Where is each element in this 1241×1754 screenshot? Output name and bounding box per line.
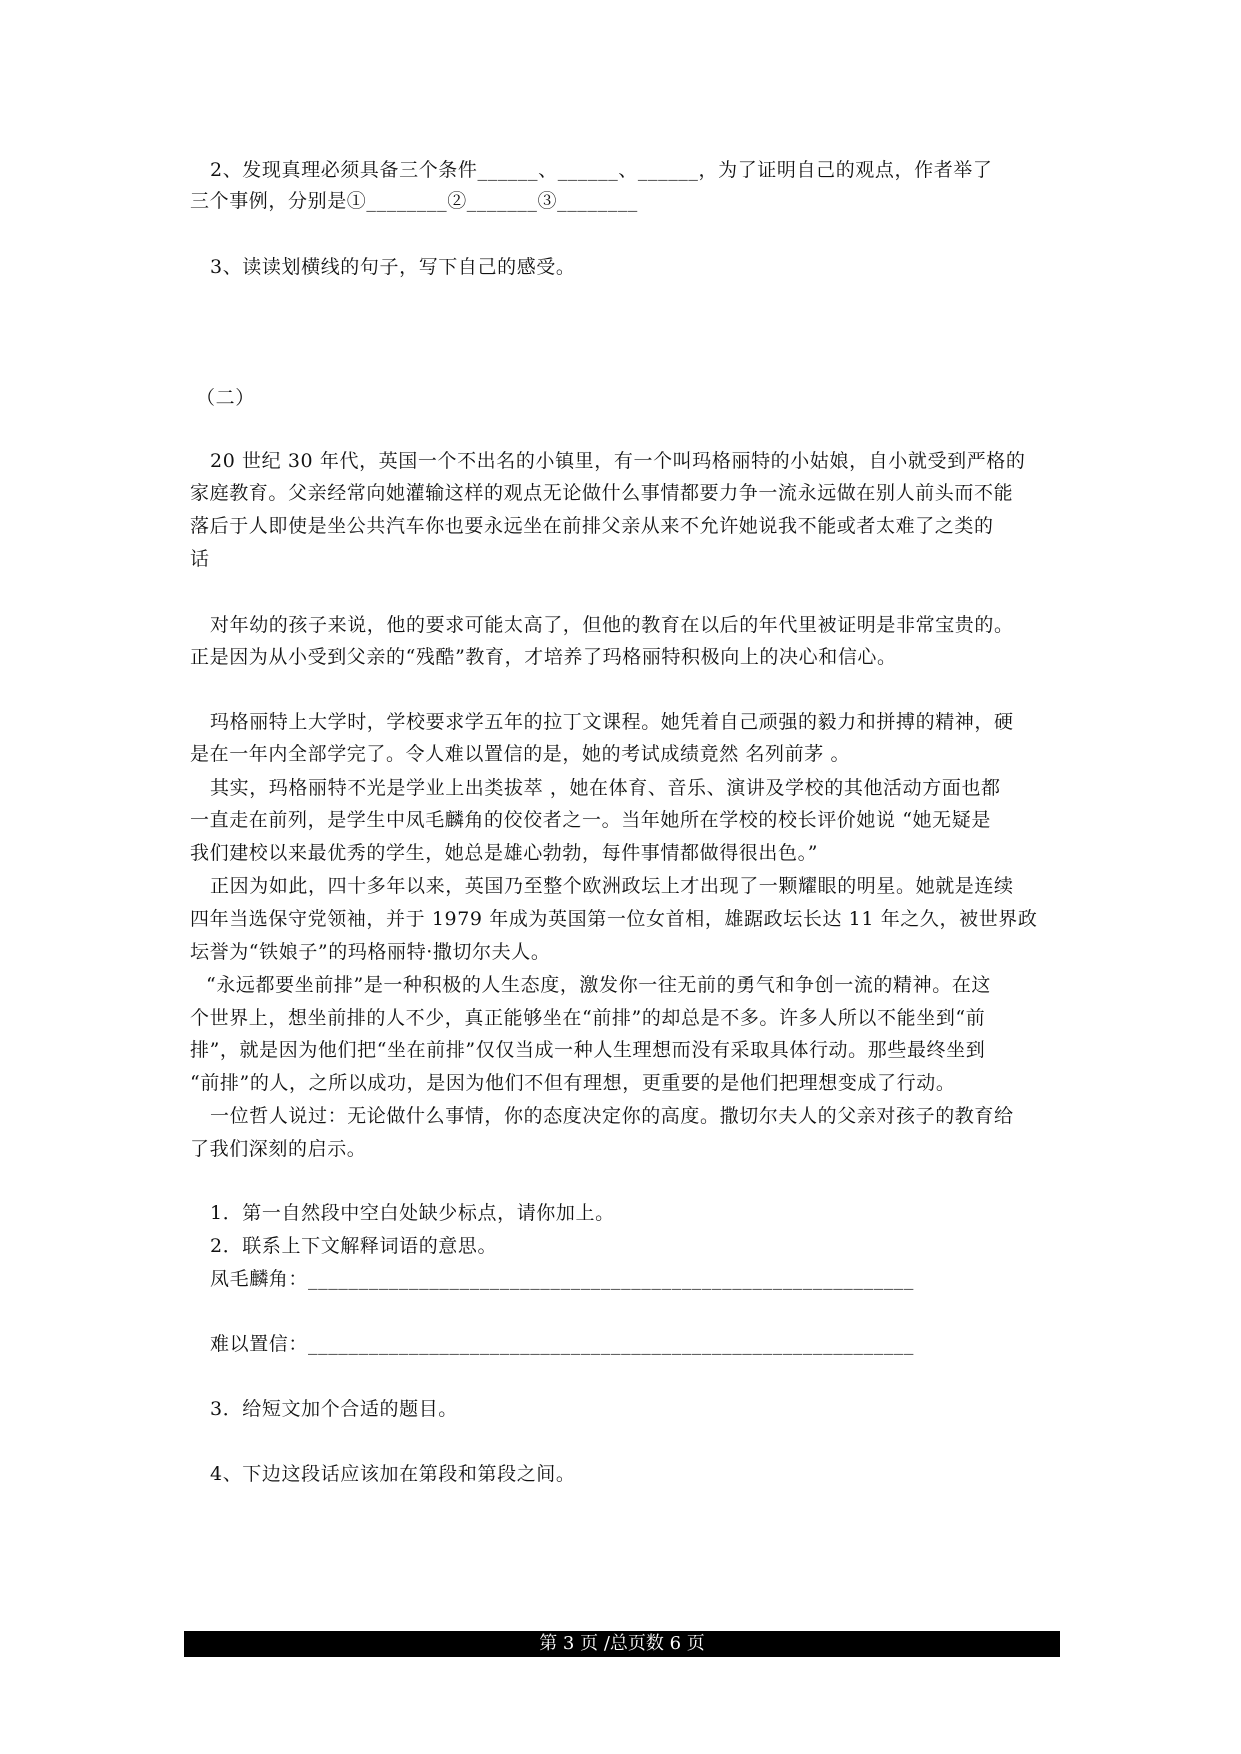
question-4: 4、下边这段话应该加在第段和第段之间。 bbox=[210, 1463, 576, 1485]
paragraph-7-line: 一位哲人说过：无论做什么事情，你的态度决定你的高度。撒切尔夫人的父亲对孩子的教育给 bbox=[210, 1105, 1014, 1127]
paragraph-7-line: 了我们深刻的启示。 bbox=[190, 1138, 367, 1160]
paragraph-5-line: 坛誉为“铁娘子”的玛格丽特·撒切尔夫人。 bbox=[190, 941, 551, 963]
paragraph-4-line: 我们建校以来最优秀的学生，她总是雄心勃勃，每件事情都做得很出色。” bbox=[190, 842, 819, 864]
paragraph-1-line: 家庭教育。父亲经常向她灌输这样的观点无论做什么事情都要力争一流永远做在别人前头而不能 bbox=[190, 482, 1014, 504]
paragraph-4-line: 一直走在前列，是学生中凤毛麟角的佼佼者之一。当年她所在学校的校长评价她说 “她无疑是 bbox=[190, 809, 991, 831]
paragraph-1-line: 20 世纪 30 年代，英国一个不出名的小镇里，有一个叫玛格丽特的小姑娘，自小就受到严格的 bbox=[210, 450, 1026, 472]
paragraph-6-line: 排”，就是因为他们把“坐在前排”仅仅当成一种人生理想而没有采取具体行动。那些最终坐到 bbox=[190, 1039, 986, 1061]
question-2-line-2: 三个事例，分别是①________②_______③________ bbox=[190, 190, 638, 212]
question-2: 2．联系上下文解释词语的意思。 bbox=[210, 1235, 498, 1257]
paragraph-1-line: 话 bbox=[190, 548, 210, 570]
paragraph-4-line: 其实，玛格丽特不光是学业上出类拔萃 ，她在体育、音乐、演讲及学校的其他活动方面也都 bbox=[210, 777, 1001, 799]
page-footer: 第 3 页 /总页数 6 页 bbox=[184, 1631, 1060, 1657]
question-1: 1．第一自然段中空白处缺少标点，请你加上。 bbox=[210, 1202, 615, 1224]
paragraph-5-line: 四年当选保守党领袖，并于 1979 年成为英国第一位女首相，雄踞政坛长达 11 年之久，被世界政 bbox=[190, 908, 1038, 930]
paragraph-5-line: 正因为如此，四十多年以来，英国乃至整个欧洲政坛上才出现了一颗耀眼的明星。她就是连续 bbox=[210, 875, 1014, 897]
paragraph-6-line: 个世界上，想坐前排的人不少，真正能够坐在“前排”的却总是不多。许多人所以不能坐到“前 bbox=[190, 1007, 986, 1029]
paragraph-6-line: “永远都要坐前排”是一种积极的人生态度，激发你一往无前的勇气和争创一流的精神。在这 bbox=[206, 974, 992, 996]
paragraph-2-line: 正是因为从小受到父亲的“残酷”教育，才培养了玛格丽特积极向上的决心和信心。 bbox=[190, 646, 897, 668]
term-2-answer-line: 难以置信：____________________________________________________________ bbox=[210, 1333, 914, 1355]
question-3: 3、读读划横线的句子，写下自己的感受。 bbox=[210, 256, 576, 278]
section-heading: （二） bbox=[196, 387, 255, 409]
paragraph-2-line: 对年幼的孩子来说，他的要求可能太高了，但他的教育在以后的年代里被证明是非常宝贵的。 bbox=[210, 614, 1014, 636]
paragraph-3-line: 玛格丽特上大学时，学校要求学五年的拉丁文课程。她凭着自己顽强的毅力和拼搏的精神，硬 bbox=[210, 711, 1014, 733]
paragraph-1-line: 落后于人即使是坐公共汽车你也要永远坐在前排父亲从来不允许她说我不能或者太难了之类的 bbox=[190, 515, 994, 537]
paragraph-6-line: “前排”的人，之所以成功，是因为他们不但有理想，更重要的是他们把理想变成了行动。 bbox=[190, 1072, 956, 1094]
question-3-title: 3．给短文加个合适的题目。 bbox=[210, 1398, 458, 1420]
term-1-answer-line: 凤毛麟角：____________________________________________________________ bbox=[210, 1268, 914, 1290]
paragraph-3-line: 是在一年内全部学完了。令人难以置信的是，她的考试成绩竟然 名列前茅 。 bbox=[190, 743, 851, 765]
question-2-line-1: 2、发现真理必须具备三个条件______、______、______，为了证明自己的观点，作者举了 bbox=[210, 159, 993, 181]
